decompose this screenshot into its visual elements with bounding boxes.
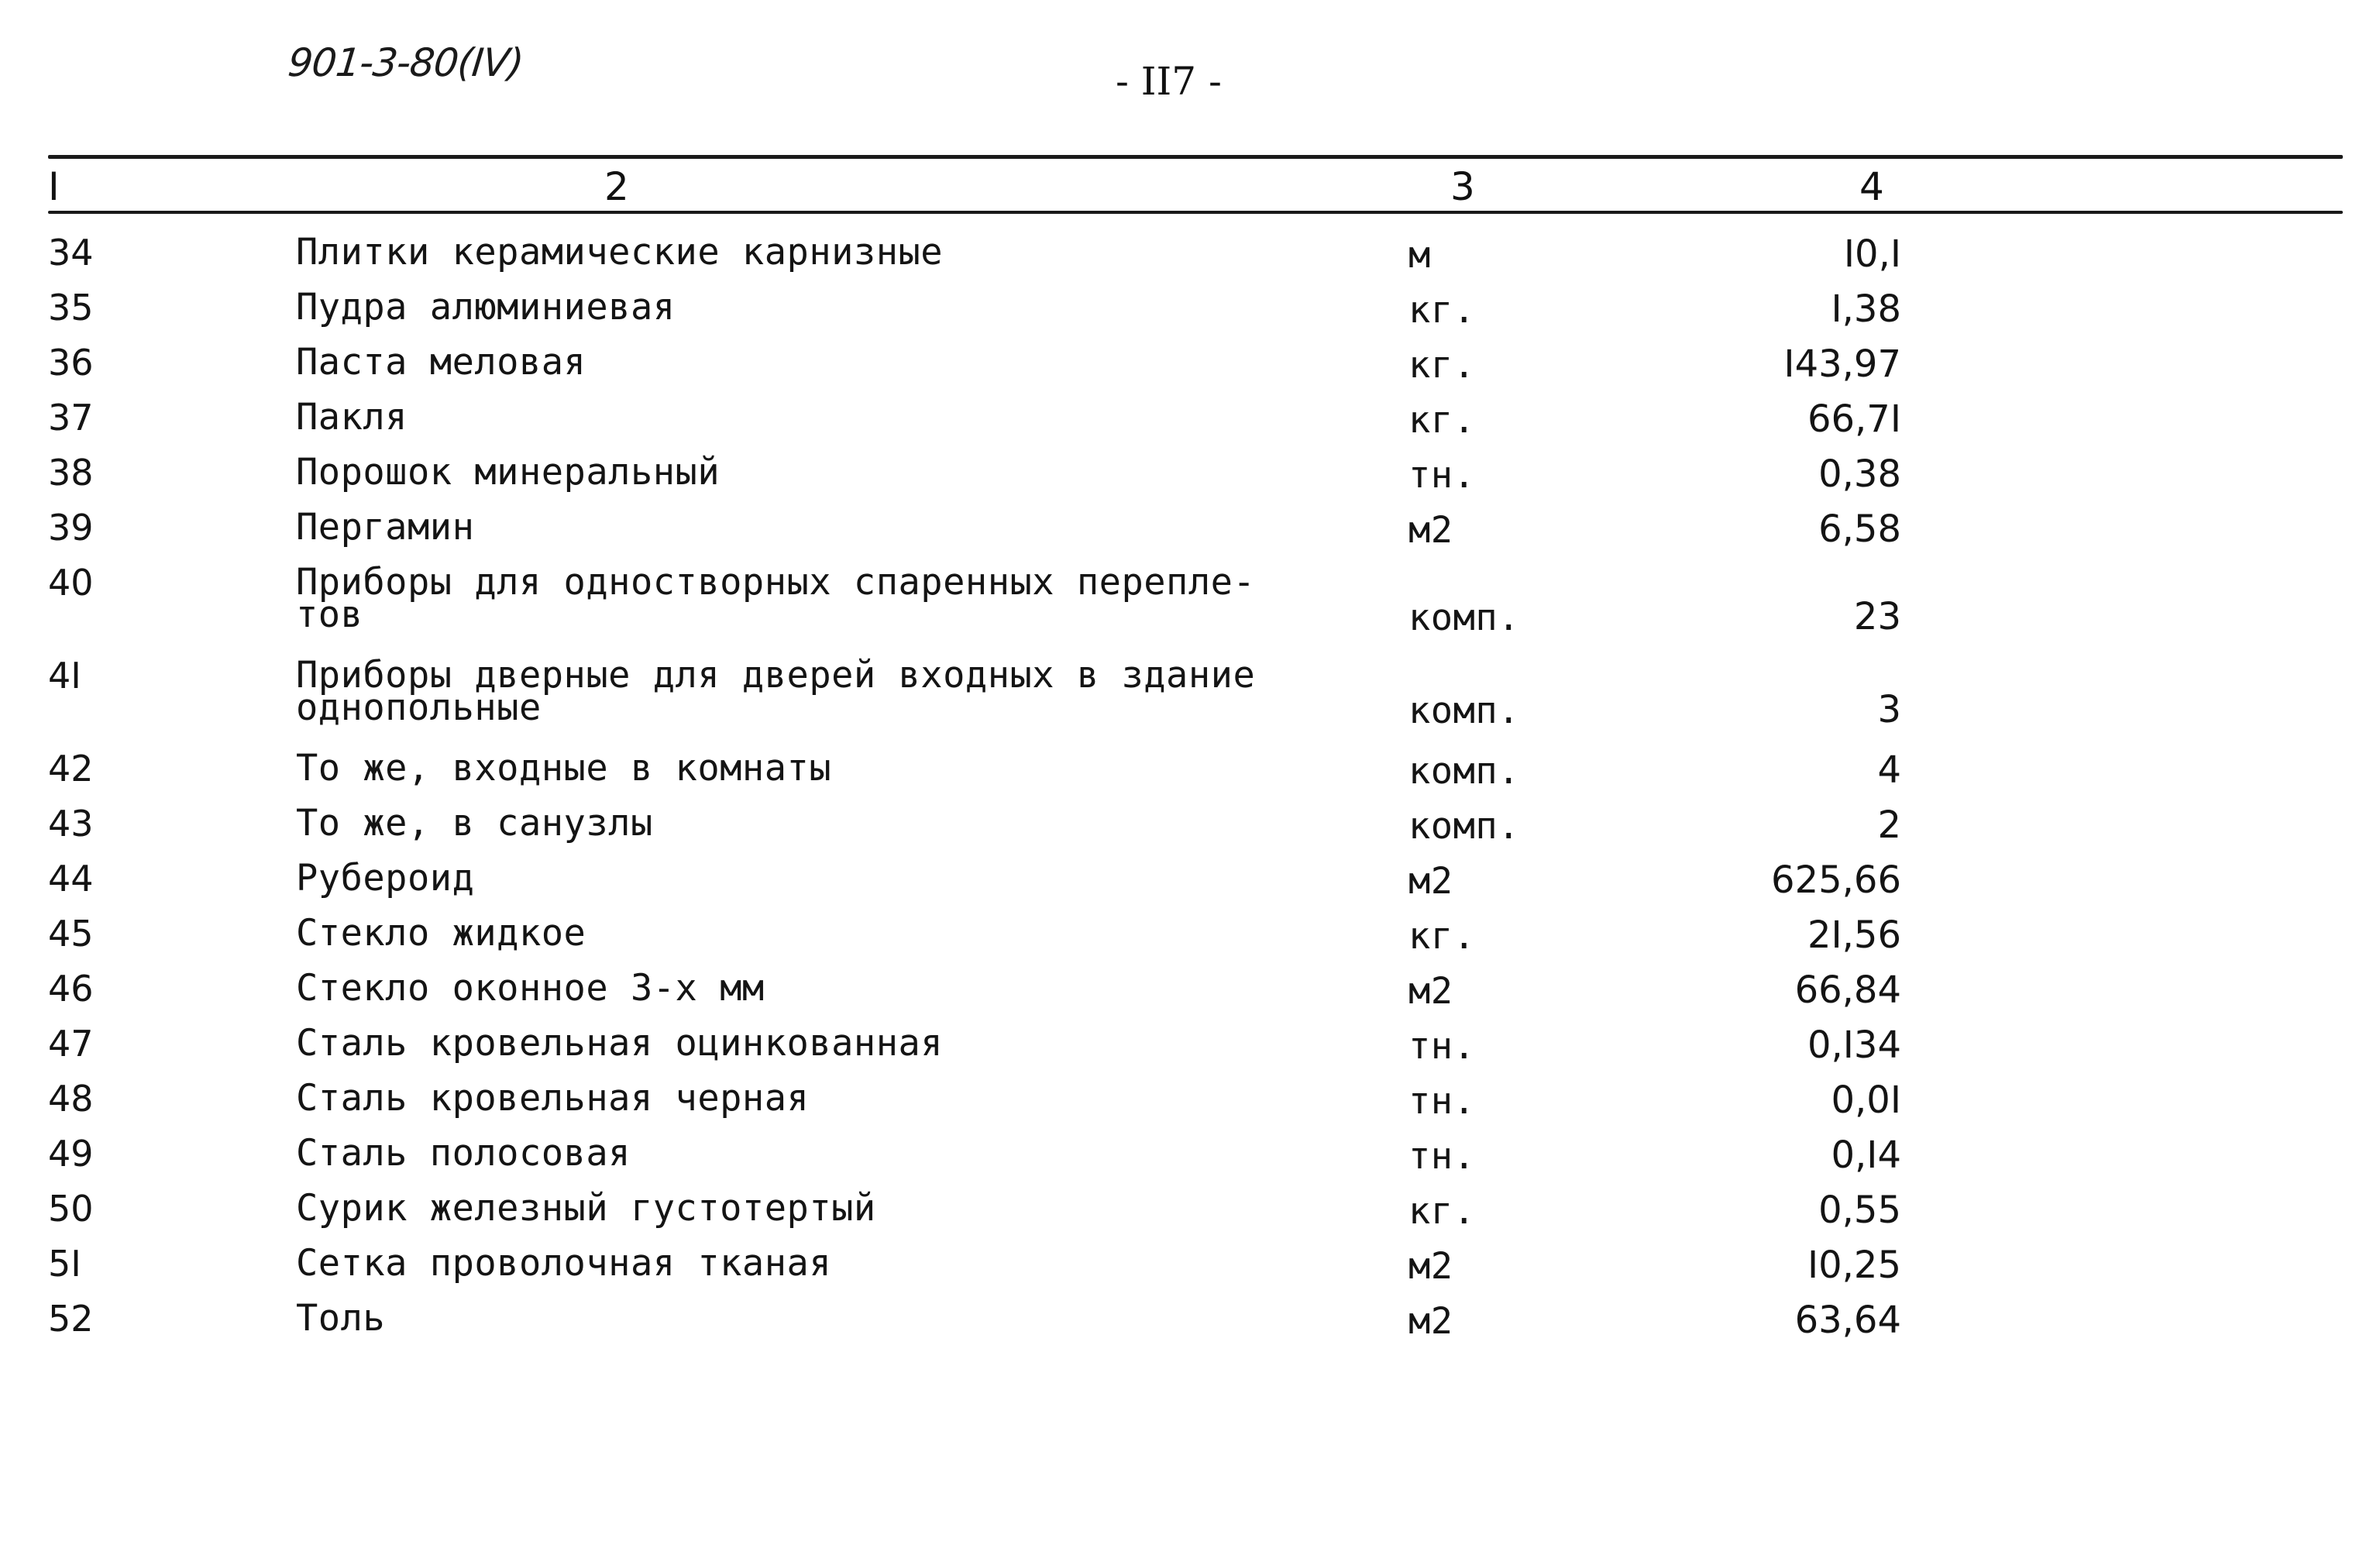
table-row bbox=[0, 968, 2380, 1023]
quantity-value: 625,66 bbox=[1771, 858, 1901, 902]
row-number: 52 bbox=[48, 1298, 94, 1340]
unit-of-measure: кг. bbox=[1408, 915, 1476, 958]
material-name-line: Паста меловая bbox=[296, 341, 586, 384]
material-name-line: Приборы для одностворных спаренных перепле- bbox=[296, 561, 1256, 604]
table-row bbox=[0, 507, 2380, 562]
row-number: 44 bbox=[48, 858, 94, 900]
quantity-value: 63,64 bbox=[1794, 1299, 1901, 1342]
unit-of-measure: тн. bbox=[1408, 454, 1476, 497]
table-row bbox=[0, 1134, 2380, 1189]
material-name bbox=[296, 655, 1255, 728]
unit-of-measure: м2 bbox=[1408, 1300, 1453, 1343]
unit-of-measure: кг. bbox=[1408, 289, 1476, 332]
material-name bbox=[296, 1299, 385, 1339]
quantity-value: 23 bbox=[1853, 595, 1901, 638]
row-number: 4I bbox=[48, 655, 81, 697]
material-name bbox=[296, 1079, 809, 1119]
row-number: 36 bbox=[48, 342, 94, 384]
material-name-line: Приборы дверные для дверей входных в здание bbox=[296, 654, 1256, 697]
table-row bbox=[0, 342, 2380, 397]
material-name-line: Сетка проволочная тканая bbox=[296, 1242, 832, 1285]
material-name-line: Рубероид bbox=[296, 857, 475, 900]
row-number: 35 bbox=[48, 287, 94, 329]
row-number: 42 bbox=[48, 748, 94, 790]
material-name bbox=[296, 858, 474, 899]
material-name bbox=[296, 1023, 943, 1064]
material-name-line: Пакля bbox=[296, 396, 408, 439]
table-row bbox=[0, 655, 2380, 748]
row-number: 46 bbox=[48, 968, 94, 1010]
table-row bbox=[0, 287, 2380, 342]
unit-of-measure: м2 bbox=[1408, 970, 1453, 1013]
material-name bbox=[296, 452, 720, 493]
material-name-line: Стекло жидкое bbox=[296, 912, 586, 955]
material-name bbox=[296, 1134, 631, 1174]
row-number: 48 bbox=[48, 1078, 94, 1120]
material-name-line: Сталь кровельная черная bbox=[296, 1077, 810, 1120]
material-name-line: Толь bbox=[296, 1297, 386, 1340]
row-number: 49 bbox=[48, 1133, 94, 1175]
unit-of-measure: комп. bbox=[1408, 690, 1520, 732]
table-row bbox=[0, 913, 2380, 968]
unit-of-measure: м bbox=[1408, 234, 1431, 277]
quantity-value: 0,55 bbox=[1818, 1189, 1901, 1232]
material-name-line: Сталь кровельная оцинкованная bbox=[296, 1022, 944, 1065]
unit-of-measure: кг. bbox=[1408, 1190, 1476, 1233]
document-code: 901-3-80(IV) bbox=[285, 40, 525, 85]
material-name-line: однопольные bbox=[296, 686, 542, 729]
unit-of-measure: кг. bbox=[1408, 344, 1476, 387]
unit-of-measure: тн. bbox=[1408, 1025, 1476, 1068]
material-name bbox=[296, 507, 474, 548]
materials-table-body bbox=[0, 232, 2380, 1354]
quantity-value: 0,0I bbox=[1831, 1079, 1901, 1122]
quantity-value: I0,25 bbox=[1807, 1244, 1901, 1287]
table-row bbox=[0, 1244, 2380, 1299]
row-number: 47 bbox=[48, 1023, 94, 1065]
quantity-value: 6,58 bbox=[1818, 507, 1901, 551]
unit-of-measure: комп. bbox=[1408, 597, 1520, 639]
table-row bbox=[0, 1079, 2380, 1134]
material-name bbox=[296, 913, 586, 954]
unit-of-measure: м2 bbox=[1408, 860, 1453, 903]
quantity-value: 2 bbox=[1877, 803, 1901, 847]
row-number: 37 bbox=[48, 397, 94, 439]
table-top-rule bbox=[48, 155, 2343, 159]
material-name bbox=[296, 562, 1255, 635]
material-name bbox=[296, 1244, 831, 1284]
row-number: 45 bbox=[48, 913, 94, 955]
table-header-rule bbox=[48, 211, 2343, 214]
material-name-line: То же, в санузлы bbox=[296, 802, 653, 845]
material-name-line: Порошок минеральный bbox=[296, 451, 721, 494]
row-number: 43 bbox=[48, 803, 94, 845]
material-name-line: Пергамин bbox=[296, 506, 475, 549]
table-row bbox=[0, 748, 2380, 803]
material-name bbox=[296, 232, 943, 273]
column-header-4: 4 bbox=[1859, 164, 1884, 209]
material-name-line: То же, входные в комнаты bbox=[296, 747, 832, 790]
quantity-value: I0,I bbox=[1843, 232, 1901, 276]
column-header-3: 3 bbox=[1450, 164, 1475, 209]
row-number: 39 bbox=[48, 507, 94, 549]
table-row bbox=[0, 562, 2380, 655]
material-name-line: Сталь полосовая bbox=[296, 1132, 631, 1175]
page-number: - II7 - bbox=[1116, 59, 1222, 104]
row-number: 50 bbox=[48, 1188, 94, 1230]
material-name-line: Плитки керамические карнизные bbox=[296, 231, 944, 274]
unit-of-measure: м2 bbox=[1408, 1245, 1453, 1288]
row-number: 40 bbox=[48, 562, 94, 604]
column-header-1: I bbox=[48, 164, 60, 209]
material-name bbox=[296, 397, 408, 438]
quantity-value: 0,I34 bbox=[1807, 1023, 1901, 1067]
table-row bbox=[0, 397, 2380, 452]
material-name-line: тов bbox=[296, 593, 363, 636]
quantity-value: I43,97 bbox=[1783, 342, 1901, 386]
table-row bbox=[0, 1299, 2380, 1354]
material-name bbox=[296, 342, 586, 383]
unit-of-measure: комп. bbox=[1408, 805, 1520, 848]
quantity-value: 66,84 bbox=[1794, 968, 1901, 1012]
row-number: 34 bbox=[48, 232, 94, 274]
table-header-row bbox=[0, 160, 2380, 208]
material-name-line: Пудра алюминиевая bbox=[296, 286, 676, 329]
quantity-value: 3 bbox=[1877, 688, 1901, 731]
material-name bbox=[296, 968, 765, 1009]
quantity-value: 66,7I bbox=[1807, 397, 1901, 441]
quantity-value: 4 bbox=[1877, 748, 1901, 792]
quantity-value: 0,38 bbox=[1818, 452, 1901, 496]
table-row bbox=[0, 1023, 2380, 1079]
column-header-2: 2 bbox=[604, 164, 629, 209]
row-number: 38 bbox=[48, 452, 94, 494]
material-name-line: Стекло оконное 3-х мм bbox=[296, 967, 765, 1010]
quantity-value: I,38 bbox=[1831, 287, 1901, 331]
unit-of-measure: кг. bbox=[1408, 399, 1476, 442]
table-row bbox=[0, 858, 2380, 913]
unit-of-measure: комп. bbox=[1408, 750, 1520, 793]
unit-of-measure: тн. bbox=[1408, 1135, 1476, 1178]
table-row bbox=[0, 803, 2380, 858]
unit-of-measure: тн. bbox=[1408, 1080, 1476, 1123]
quantity-value: 0,I4 bbox=[1831, 1134, 1901, 1177]
material-name bbox=[296, 803, 653, 844]
table-row bbox=[0, 232, 2380, 287]
unit-of-measure: м2 bbox=[1408, 509, 1453, 552]
table-row bbox=[0, 452, 2380, 507]
material-name bbox=[296, 1189, 876, 1229]
quantity-value: 2I,56 bbox=[1807, 913, 1901, 957]
row-number: 5I bbox=[48, 1243, 81, 1285]
material-name bbox=[296, 287, 676, 328]
table-row bbox=[0, 1189, 2380, 1244]
material-name bbox=[296, 748, 831, 789]
material-name-line: Сурик железный густотертый bbox=[296, 1187, 876, 1230]
